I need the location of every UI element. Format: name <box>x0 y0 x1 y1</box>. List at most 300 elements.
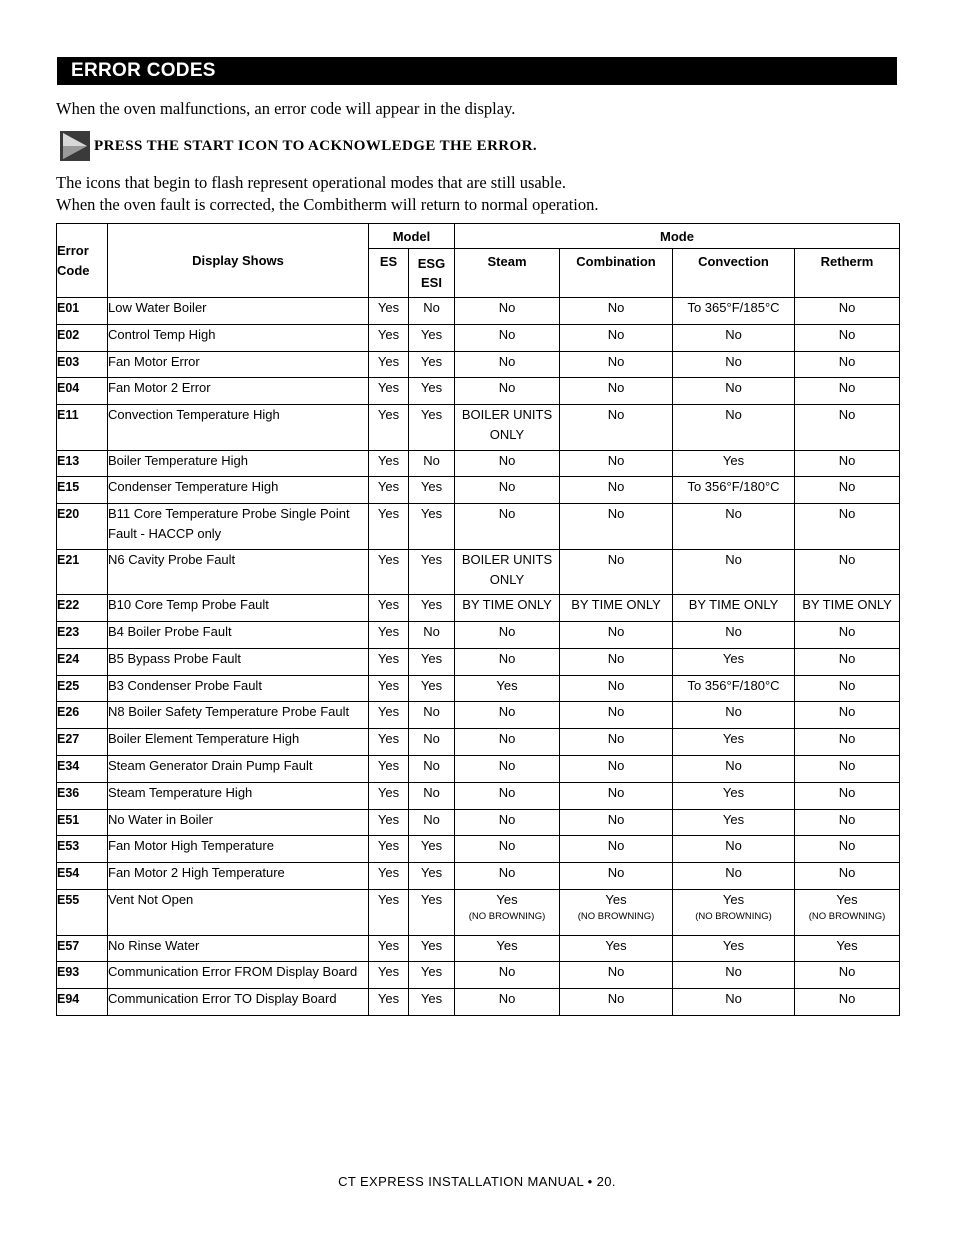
cell-esg <box>409 702 455 729</box>
cell-value: No <box>498 650 516 666</box>
cell-retherm <box>795 962 900 989</box>
table-row <box>57 702 900 729</box>
cell-es <box>369 351 409 378</box>
cell-value: B10 Core Temp Probe Fault <box>108 597 269 613</box>
cell-esg <box>409 549 455 595</box>
cell-value: Low Water Boiler <box>108 300 207 315</box>
cell-esg <box>409 962 455 989</box>
start-play-icon <box>60 131 90 161</box>
cell-value: Yes <box>377 326 400 342</box>
cell-value: Yes <box>420 380 443 396</box>
header-mode: Mode <box>455 224 900 249</box>
cell-retherm <box>795 782 900 809</box>
cell-value: No <box>838 731 856 747</box>
table-row <box>57 890 900 936</box>
cell-value: No <box>725 326 742 342</box>
cell-value: B3 Condenser Probe Fault <box>108 677 262 693</box>
cell-value: No <box>725 964 742 980</box>
cell-display <box>108 298 369 325</box>
cell-es <box>369 782 409 809</box>
cell-esg <box>409 729 455 756</box>
cell-value: No <box>838 838 856 854</box>
cell-esg <box>409 648 455 675</box>
cell-es <box>369 675 409 702</box>
cell-value: No <box>607 380 625 396</box>
cell-display <box>108 595 369 622</box>
cell-value: Yes <box>377 937 400 953</box>
cell-esg <box>409 298 455 325</box>
cell-display <box>108 450 369 477</box>
cell-value: No <box>725 991 742 1007</box>
cell-value: No <box>607 353 625 369</box>
cell-value: No <box>498 811 516 827</box>
cell-combination <box>560 648 673 675</box>
cell-es <box>369 378 409 405</box>
cell-value: No <box>607 838 625 854</box>
cell-code <box>57 351 108 378</box>
cell-retherm <box>795 450 900 477</box>
cell-display <box>108 405 369 451</box>
cell-combination <box>560 962 673 989</box>
cell-code <box>57 756 108 783</box>
cell-code <box>57 989 108 1016</box>
table-row <box>57 450 900 477</box>
cell-value: E55 <box>57 893 80 908</box>
cell-retherm <box>795 595 900 622</box>
cell-value: Yes <box>420 407 443 423</box>
table-row <box>57 595 900 622</box>
cell-value: No <box>498 964 516 980</box>
cell-value: To 356°F/180°C <box>687 479 780 495</box>
cell-value: Yes <box>420 937 443 953</box>
cell-value: No <box>838 811 856 827</box>
cell-display <box>108 351 369 378</box>
cell-convection <box>673 622 795 649</box>
cell-display <box>108 477 369 504</box>
table-row <box>57 477 900 504</box>
cell-value: B4 Boiler Probe Fault <box>108 624 232 640</box>
cell-value: Yes <box>377 300 400 315</box>
cell-value: No <box>423 704 440 720</box>
cell-value: B11 Core Temperature Probe Single Point Fault - HACCP only <box>108 506 350 542</box>
cell-value: To 356°F/180°C <box>687 677 780 693</box>
cell-value: Yes <box>377 991 400 1007</box>
cell-value: No <box>607 300 625 315</box>
cell-value: E27 <box>57 732 80 747</box>
cell-es <box>369 648 409 675</box>
cell-value: No <box>607 758 625 774</box>
cell-value: Yes <box>377 865 400 881</box>
cell-value: Condenser Temperature High <box>108 479 279 495</box>
cell-convection <box>673 809 795 836</box>
cell-value: No <box>838 865 856 881</box>
cell-value: Yes <box>377 650 400 666</box>
cell-value: Fan Motor 2 High Temperature <box>108 865 285 881</box>
cell-display <box>108 729 369 756</box>
cell-value: Yes <box>420 353 443 369</box>
cell-esg <box>409 890 455 936</box>
cell-value: No <box>498 300 516 315</box>
cell-value: No <box>498 784 516 800</box>
cell-display <box>108 809 369 836</box>
cell-code <box>57 477 108 504</box>
cell-value: BY TIME ONLY <box>688 597 779 613</box>
cell-steam <box>455 504 560 550</box>
cell-value: No Rinse Water <box>108 937 200 953</box>
cell-code <box>57 863 108 890</box>
cell-combination <box>560 622 673 649</box>
cell-value: E36 <box>57 785 80 800</box>
header-esg-esi <box>409 249 455 298</box>
cell-value: E53 <box>57 839 80 854</box>
table-row <box>57 504 900 550</box>
cell-value: Yes <box>420 677 443 693</box>
cell-es <box>369 836 409 863</box>
error-codes-table <box>56 223 900 1016</box>
cell-value: Yes <box>377 811 400 827</box>
cell-es <box>369 809 409 836</box>
cell-value: No <box>607 506 625 522</box>
cell-es <box>369 935 409 962</box>
cell-value: E21 <box>57 552 80 567</box>
cell-code <box>57 622 108 649</box>
cell-value: Yes <box>377 892 400 908</box>
cell-convection <box>673 477 795 504</box>
cell-esg <box>409 477 455 504</box>
cell-value: Yes <box>722 892 745 908</box>
cell-combination <box>560 989 673 1016</box>
cell-value: BOILER UNITS ONLY <box>461 407 553 443</box>
cell-value: E15 <box>57 480 80 495</box>
cell-value: No <box>838 300 856 315</box>
cell-retherm <box>795 989 900 1016</box>
cell-value: Yes <box>722 452 745 468</box>
cell-display <box>108 836 369 863</box>
cell-convection <box>673 504 795 550</box>
cell-value: E26 <box>57 705 80 720</box>
cell-display <box>108 863 369 890</box>
cell-value: No <box>838 479 856 495</box>
cell-value: No <box>498 326 516 342</box>
cell-es <box>369 989 409 1016</box>
cell-value: No <box>725 551 742 567</box>
table-row <box>57 324 900 351</box>
cell-value: No <box>607 865 625 881</box>
cell-value: No <box>725 624 742 640</box>
header-esg: ESG <box>417 256 446 271</box>
cell-value: No <box>838 758 856 774</box>
cell-value: No <box>498 353 516 369</box>
cell-value: No <box>725 353 742 369</box>
cell-convection <box>673 675 795 702</box>
cell-combination <box>560 351 673 378</box>
cell-value: Yes <box>836 937 858 953</box>
header-retherm: Retherm <box>795 249 900 298</box>
cell-combination <box>560 782 673 809</box>
cell-retherm <box>795 809 900 836</box>
cell-value: E13 <box>57 453 80 468</box>
header-es: ES <box>369 249 409 298</box>
cell-value: BY TIME ONLY <box>571 597 661 613</box>
cell-value: To 365°F/185°C <box>687 300 780 315</box>
cell-value: Boiler Element Temperature High <box>108 731 300 747</box>
cell-retherm <box>795 477 900 504</box>
cell-code <box>57 298 108 325</box>
cell-value: No <box>838 326 856 342</box>
cell-es <box>369 729 409 756</box>
cell-display <box>108 935 369 962</box>
cell-value: No Water in Boiler <box>108 811 213 827</box>
cell-value: Yes <box>420 650 443 666</box>
cell-convection <box>673 648 795 675</box>
cell-value: Yes <box>836 892 858 908</box>
cell-value: No <box>838 677 856 693</box>
cell-retherm <box>795 622 900 649</box>
cell-convection <box>673 595 795 622</box>
cell-combination <box>560 863 673 890</box>
body-line: The icons that begin to flash represent operational modes that are still usable. <box>56 173 566 192</box>
cell-value: E34 <box>57 759 80 774</box>
cell-value: No <box>498 506 516 522</box>
cell-value: Fan Motor 2 Error <box>108 380 211 396</box>
cell-value: No <box>607 704 625 720</box>
cell-value: No <box>725 865 742 881</box>
cell-value: Yes <box>377 784 400 800</box>
cell-value: No <box>498 452 516 468</box>
cell-retherm <box>795 549 900 595</box>
cell-retherm <box>795 405 900 451</box>
cell-value: No <box>498 624 516 640</box>
cell-value: No <box>498 991 516 1007</box>
cell-value: No <box>607 964 625 980</box>
body-text <box>56 172 599 216</box>
cell-value: E03 <box>57 354 80 369</box>
cell-display <box>108 782 369 809</box>
cell-value: Yes <box>377 704 400 720</box>
cell-value: No <box>607 624 625 640</box>
cell-es <box>369 595 409 622</box>
cell-combination <box>560 405 673 451</box>
cell-steam <box>455 378 560 405</box>
cell-value: No <box>607 452 625 468</box>
cell-steam <box>455 782 560 809</box>
cell-code <box>57 836 108 863</box>
cell-convection <box>673 890 795 936</box>
cell-es <box>369 477 409 504</box>
cell-display <box>108 675 369 702</box>
cell-combination <box>560 595 673 622</box>
cell-value: No <box>725 380 742 396</box>
cell-steam <box>455 962 560 989</box>
cell-note: (NO BROWNING) <box>468 911 546 923</box>
cell-value: E22 <box>57 598 80 613</box>
cell-display <box>108 756 369 783</box>
cell-value: No <box>838 991 856 1007</box>
table-row <box>57 809 900 836</box>
cell-esg <box>409 378 455 405</box>
cell-value: No <box>607 479 625 495</box>
cell-convection <box>673 782 795 809</box>
cell-code <box>57 405 108 451</box>
cell-code <box>57 378 108 405</box>
cell-code <box>57 782 108 809</box>
cell-value: Yes <box>377 758 400 774</box>
cell-value: E23 <box>57 625 80 640</box>
cell-value: Yes <box>377 964 400 980</box>
cell-code <box>57 962 108 989</box>
cell-steam <box>455 890 560 936</box>
cell-steam <box>455 675 560 702</box>
cell-value: E94 <box>57 992 80 1007</box>
cell-retherm <box>795 729 900 756</box>
cell-value: Yes <box>496 677 518 693</box>
cell-value: Steam Generator Drain Pump Fault <box>108 758 313 774</box>
cell-value: No <box>838 407 856 423</box>
cell-combination <box>560 890 673 936</box>
cell-value: No <box>423 784 440 800</box>
header-display-shows: Display Shows <box>108 224 369 298</box>
cell-value: No <box>725 758 742 774</box>
cell-value: Yes <box>496 892 518 908</box>
cell-convection <box>673 756 795 783</box>
cell-value: Yes <box>377 551 400 567</box>
header-model: Model <box>369 224 455 249</box>
cell-value: No <box>607 811 625 827</box>
cell-esg <box>409 809 455 836</box>
cell-esg <box>409 405 455 451</box>
cell-code <box>57 595 108 622</box>
cell-value: Yes <box>377 407 400 423</box>
cell-value: Communication Error FROM Display Board <box>108 964 358 980</box>
cell-combination <box>560 809 673 836</box>
cell-value: No <box>607 650 625 666</box>
cell-code <box>57 675 108 702</box>
cell-value: Yes <box>420 506 443 522</box>
cell-es <box>369 622 409 649</box>
cell-combination <box>560 675 673 702</box>
cell-value: E20 <box>57 507 80 522</box>
cell-convection <box>673 729 795 756</box>
cell-esg <box>409 782 455 809</box>
cell-value: No <box>498 704 516 720</box>
cell-convection <box>673 935 795 962</box>
cell-value: E02 <box>57 327 80 342</box>
cell-value: Yes <box>722 784 745 800</box>
header-convection: Convection <box>673 249 795 298</box>
cell-retherm <box>795 648 900 675</box>
intro-text: When the oven malfunctions, an error code will appear in the display. <box>56 99 516 118</box>
cell-es <box>369 549 409 595</box>
cell-steam <box>455 989 560 1016</box>
cell-value: No <box>423 811 440 827</box>
cell-value: No <box>838 624 856 640</box>
cell-steam <box>455 622 560 649</box>
cell-value: BY TIME ONLY <box>462 597 552 613</box>
cell-value: Yes <box>420 892 443 908</box>
cell-steam <box>455 648 560 675</box>
cell-code <box>57 504 108 550</box>
cell-steam <box>455 729 560 756</box>
header-esi: ESI <box>421 275 442 290</box>
cell-value: No <box>498 758 516 774</box>
cell-esg <box>409 935 455 962</box>
table-row <box>57 836 900 863</box>
cell-retherm <box>795 863 900 890</box>
cell-value: No <box>725 506 742 522</box>
cell-value: No <box>838 452 856 468</box>
cell-es <box>369 450 409 477</box>
table-row <box>57 378 900 405</box>
cell-esg <box>409 351 455 378</box>
cell-es <box>369 324 409 351</box>
cell-code <box>57 324 108 351</box>
cell-value: Yes <box>377 624 400 640</box>
cell-value: No <box>607 551 625 567</box>
cell-value: E57 <box>57 938 80 953</box>
cell-combination <box>560 549 673 595</box>
cell-steam <box>455 595 560 622</box>
cell-convection <box>673 450 795 477</box>
cell-value: Yes <box>605 937 627 953</box>
cell-code <box>57 450 108 477</box>
table-row <box>57 351 900 378</box>
cell-value: E11 <box>57 408 79 423</box>
table-row <box>57 756 900 783</box>
cell-value: B5 Bypass Probe Fault <box>108 650 241 666</box>
table-body <box>57 298 900 1016</box>
cell-value: E04 <box>57 381 80 396</box>
cell-value: No <box>838 964 856 980</box>
cell-value: No <box>498 380 516 396</box>
cell-convection <box>673 836 795 863</box>
cell-value: E54 <box>57 866 80 881</box>
cell-value: No <box>498 865 516 881</box>
cell-combination <box>560 702 673 729</box>
table-row <box>57 405 900 451</box>
cell-display <box>108 989 369 1016</box>
cell-value: Yes <box>377 731 400 747</box>
cell-value: Control Temp High <box>108 326 216 342</box>
table-row <box>57 962 900 989</box>
cell-steam <box>455 351 560 378</box>
cell-steam <box>455 298 560 325</box>
cell-value: Yes <box>722 650 745 666</box>
cell-retherm <box>795 351 900 378</box>
cell-code <box>57 809 108 836</box>
cell-combination <box>560 477 673 504</box>
cell-value: BY TIME ONLY <box>802 597 892 613</box>
header-error-code: Error Code <box>57 224 108 298</box>
cell-combination <box>560 324 673 351</box>
cell-retherm <box>795 890 900 936</box>
table-row <box>57 782 900 809</box>
cell-es <box>369 702 409 729</box>
cell-note: (NO BROWNING) <box>808 911 886 923</box>
cell-value: No <box>725 704 742 720</box>
cell-es <box>369 962 409 989</box>
cell-value: No <box>423 624 440 640</box>
cell-value: No <box>423 758 440 774</box>
cell-combination <box>560 729 673 756</box>
cell-value: Convection Temperature High <box>108 407 280 423</box>
cell-esg <box>409 756 455 783</box>
body-line: When the oven fault is corrected, the Combitherm will return to normal operation. <box>56 195 599 214</box>
cell-steam <box>455 549 560 595</box>
cell-combination <box>560 756 673 783</box>
cell-esg <box>409 324 455 351</box>
cell-combination <box>560 836 673 863</box>
cell-convection <box>673 863 795 890</box>
